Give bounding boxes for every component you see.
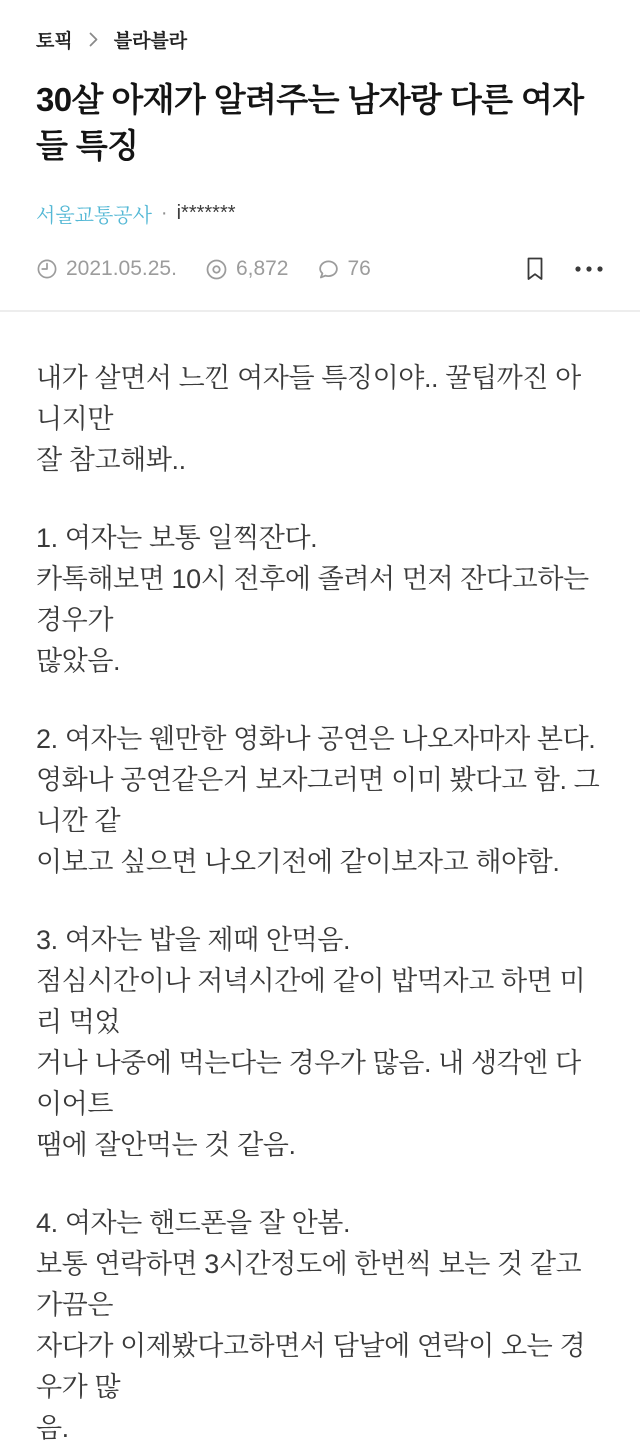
meta-stats — [36, 257, 371, 281]
body-text-line: 음. — [36, 1413, 69, 1443]
body-text-line: 이보고 싶으면 나오기전에 같이보자고 해야함. — [36, 847, 560, 877]
clock-icon — [36, 258, 58, 280]
chevron-right-icon — [87, 31, 100, 48]
post-actions — [524, 256, 604, 282]
author-id: i******* — [176, 202, 236, 224]
author-company[interactable]: 서울교통공사 — [36, 205, 152, 227]
view-count — [205, 257, 289, 281]
post-body — [0, 312, 640, 1449]
comment-bubble-icon — [317, 258, 340, 281]
body-text-line: 카톡해보면 10시 전후에 졸려서 먼저 잔다고하는 경우가 — [36, 564, 589, 635]
breadcrumb-board[interactable]: 블라블라 — [113, 31, 188, 52]
body-text-line: 영화나 공연같은거 보자그러면 이미 봤다고 함. 그니깐 같 — [36, 765, 600, 836]
post-paragraph-1 — [36, 518, 604, 682]
bookmark-icon[interactable] — [524, 256, 546, 282]
views-icon — [205, 258, 228, 281]
post-paragraph-3 — [36, 920, 604, 1166]
body-text-line: 자다가 이제봤다고하면서 담날에 연락이 오는 경우가 많 — [36, 1331, 586, 1402]
body-text-line: 1. 여자는 보통 일찍잔다. — [36, 523, 318, 553]
author-separator: · — [160, 202, 168, 224]
post-paragraph-2 — [36, 719, 604, 883]
more-options-icon[interactable] — [574, 265, 604, 273]
body-text-line: 3. 여자는 밥을 제때 안먹음. — [36, 925, 351, 955]
post-date-value: 2021.05.25. — [66, 257, 177, 280]
comment-count — [317, 257, 371, 281]
view-count-value: 6,872 — [235, 257, 289, 280]
body-text-line: 많았음. — [36, 646, 121, 676]
body-text-line: 거나 나중에 먹는다는 경우가 많음. 내 생각엔 다이어트 — [36, 1048, 581, 1119]
post-date — [36, 257, 177, 281]
post-paragraph-4 — [36, 1203, 604, 1449]
body-text-line: 땜에 잘안먹는 것 같음. — [36, 1130, 296, 1160]
post-header — [0, 0, 640, 282]
meta-row — [36, 256, 604, 282]
body-text-line: 잘 참고해봐.. — [36, 445, 186, 475]
breadcrumb — [36, 26, 604, 53]
comment-count-value: 76 — [347, 257, 371, 280]
author-row — [36, 199, 604, 228]
body-text-line: 2. 여자는 웬만한 영화나 공연은 나오자마자 본다. — [36, 724, 596, 754]
body-text-line: 점심시간이나 저녁시간에 같이 밥먹자고 하면 미리 먹었 — [36, 966, 586, 1037]
body-text-line: 4. 여자는 핸드폰을 잘 안봄. — [36, 1208, 351, 1238]
body-text-line: 내가 살면서 느낀 여자들 특징이야.. 꿀팁까진 아니지만 — [36, 363, 581, 434]
breadcrumb-topic[interactable]: 토픽 — [36, 31, 73, 52]
body-text-line: 보통 연락하면 3시간정도에 한번씩 보는 것 같고 가끔은 — [36, 1249, 582, 1320]
post-title: 30살 아재가 알려주는 남자랑 다른 여자들 특징 — [36, 81, 584, 164]
post-paragraph-intro — [36, 358, 604, 481]
